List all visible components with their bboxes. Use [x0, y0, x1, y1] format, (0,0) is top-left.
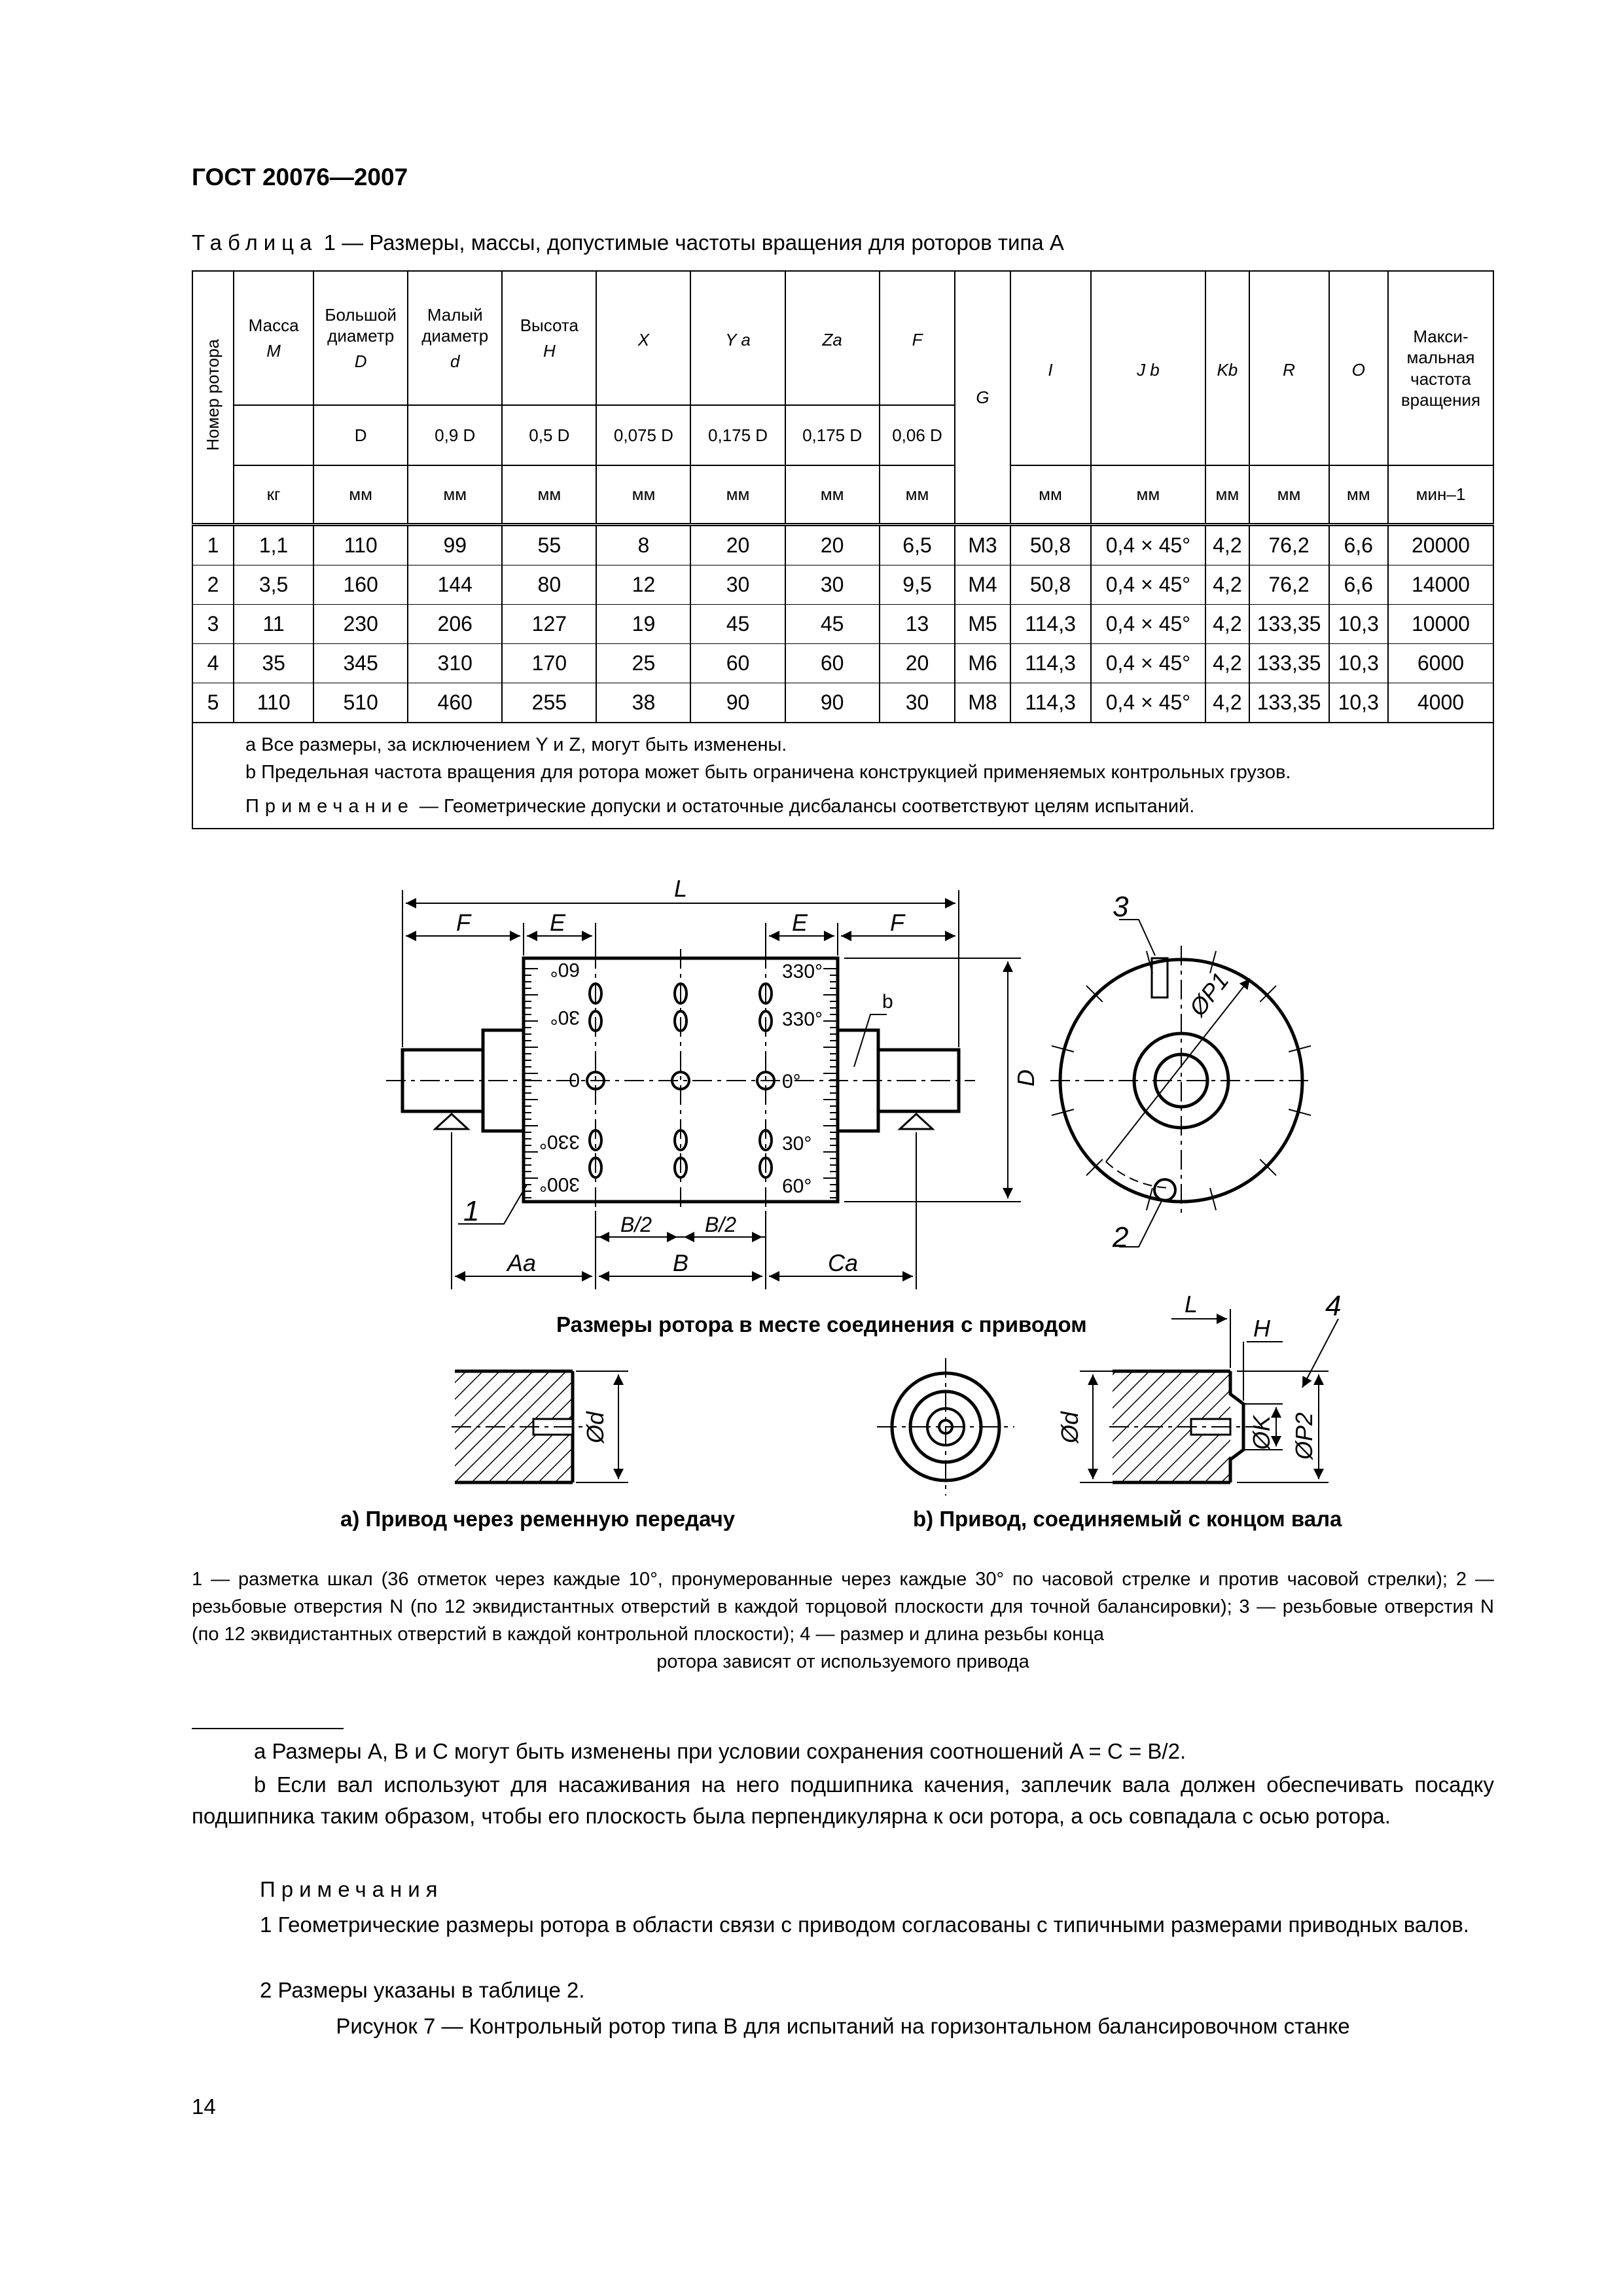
table-cell: 90 — [690, 683, 785, 723]
page-number: 14 — [192, 2094, 216, 2119]
table-note-a: a Все размеры, за исключением Y и Z, могут быть изменены. — [245, 734, 787, 755]
connection-views — [452, 1309, 1338, 1496]
note-2: 2 Размеры указаны в таблице 2. — [260, 1978, 585, 2002]
legend-last: ротора зависят от используемого привода — [656, 1651, 1029, 1673]
col-unit: мм — [880, 465, 955, 524]
table-cell: 3 — [192, 604, 234, 643]
table-cell: 2 — [192, 565, 234, 604]
table-cell: 60 — [785, 643, 880, 683]
callout-4: 4 — [1325, 1290, 1342, 1322]
table-cell: 76,2 — [1249, 524, 1329, 565]
col-header: I — [1010, 271, 1091, 465]
table-cell: 20 — [690, 524, 785, 565]
col-header: Высота H — [502, 271, 596, 405]
table-cell: 1,1 — [234, 524, 313, 565]
table-cell: 25 — [596, 643, 690, 683]
table-cell: 4,2 — [1205, 683, 1249, 723]
col-unit: мм — [313, 465, 408, 524]
table-cell: 4,2 — [1205, 643, 1249, 683]
table-cell: 10,3 — [1329, 604, 1388, 643]
scale-label-right: 0° — [782, 1071, 801, 1092]
table-cell: 99 — [408, 524, 502, 565]
rotor-figure — [0, 870, 1623, 1512]
table-cell: 55 — [502, 524, 596, 565]
notes-label: Примечания — [260, 1877, 444, 1901]
table-cell: 114,3 — [1010, 604, 1091, 643]
table-row — [192, 604, 1493, 643]
rotor-end-view — [1050, 920, 1312, 1247]
table-cell: 14000 — [1388, 565, 1493, 604]
table-cell: 460 — [408, 683, 502, 723]
table-note-b: b Предельная частота вращения для ротора может быть ограничена конструкцией применяемых контрольных грузов. — [245, 761, 1291, 783]
col-unit: мм — [502, 465, 596, 524]
dim-H: H — [1253, 1315, 1270, 1342]
table-cell: 3,5 — [234, 565, 313, 604]
callout-2: 2 — [1113, 1221, 1129, 1253]
col-header: Kb — [1205, 271, 1249, 465]
table-cell: 5 — [192, 683, 234, 723]
col-header: Большой диаметр D — [313, 271, 408, 405]
table-cell: 1 — [192, 524, 234, 565]
table-cell: 20 — [785, 524, 880, 565]
dim-B2-left: B/2 — [620, 1213, 652, 1236]
table-cell: 20 — [880, 643, 955, 683]
table-cell: 0,4 × 45° — [1091, 604, 1206, 643]
col-rel: D — [313, 405, 408, 465]
table-cell: 230 — [313, 604, 408, 643]
dim-F-left: F — [456, 909, 471, 936]
dim-E-left: E — [550, 909, 566, 936]
table-cell: 13 — [880, 604, 955, 643]
dim-P2: ØP2 — [1291, 1412, 1317, 1460]
table-row — [192, 683, 1493, 723]
table-cell: 4,2 — [1205, 524, 1249, 565]
col-unit: мм — [1329, 465, 1388, 524]
col-rel: 0,06 D — [880, 405, 955, 465]
table-cell: 8 — [596, 524, 690, 565]
scale-label-right: 60° — [782, 1175, 812, 1197]
footnote-b: b Если вал используют для насаживания на него подшипника качения, заплечик вала должен обеспечивать посадку подшипника таким образом, чтобы его плоскость была перпендикулярна к оси ротора, а ось совпадала с осью ротора. — [192, 1772, 1494, 1828]
table-cell: 60 — [690, 643, 785, 683]
table-cell: 133,35 — [1249, 683, 1329, 723]
table-caption — [192, 230, 1064, 255]
scale-label-right: 330° — [782, 1009, 823, 1030]
scale-label-left: 330° — [539, 1131, 580, 1153]
table-cell: 6,6 — [1329, 565, 1388, 604]
col-rel: 0,175 D — [690, 405, 785, 465]
end-view-labels — [1112, 891, 1234, 1253]
table-cell: 80 — [502, 565, 596, 604]
col-rel: 0,075 D — [596, 405, 690, 465]
col-header: J b — [1091, 271, 1206, 465]
table-cell: 0,4 × 45° — [1091, 643, 1206, 683]
dim-B2-right: B/2 — [705, 1213, 737, 1236]
col-header: Масса M — [234, 271, 313, 405]
document-header: ГОСТ 20076—2007 — [192, 164, 408, 190]
dim-C: Ca — [828, 1249, 859, 1276]
table-cell: 9,5 — [880, 565, 955, 604]
dim-L: L — [674, 875, 688, 902]
col-header: R — [1249, 271, 1329, 465]
table-cell: M3 — [955, 524, 1010, 565]
dim-F-right: F — [890, 909, 904, 936]
table-cell: 4,2 — [1205, 565, 1249, 604]
dim-d-b: Ød — [1056, 1411, 1083, 1443]
scale-label-right: 330° — [782, 961, 823, 982]
footnote-divider — [192, 1728, 344, 1729]
rotor-no-header: Номер ротора — [203, 338, 223, 451]
table-cell: 133,35 — [1249, 604, 1329, 643]
scale-label-left: 60° — [550, 959, 580, 980]
table-primechanie: Примечание — Геометрические допуски и остаточные дисбалансы соответствуют целям испытаний. — [245, 795, 1195, 817]
col-unit: мм — [1091, 465, 1206, 524]
caption-a: а) Привод через ременную передачу — [340, 1507, 736, 1531]
table-cell: 4000 — [1388, 683, 1493, 723]
col-unit: мм — [1205, 465, 1249, 524]
dim-E-right: E — [792, 909, 808, 936]
table-cell: M4 — [955, 565, 1010, 604]
caption-b: b) Привод, соединяемый с концом вала — [913, 1507, 1342, 1531]
legend-main: 1 — разметка шкал (36 отметок через каждые 10°, пронумерованные через каждые 30° по часовой стрелке и против часовой стрелки); 2 — резьбовые отверстия N (по 12 эквидистантных отверстий в каждой торцовой плоскости для точной балансировки); 3 — резьбовые отверстия N (по 12 эквидистантных отверстий в каждой контрольной плоскости); 4 — размер и длина резьбы конца — [192, 1569, 1494, 1645]
callout-1: 1 — [463, 1195, 480, 1227]
table-notes — [192, 723, 1493, 829]
table-cell: 6,5 — [880, 524, 955, 565]
table-cell: 38 — [596, 683, 690, 723]
rotor-side-view — [386, 890, 1021, 1289]
dim-P1: ØP1 — [1183, 967, 1234, 1021]
table-cell: 45 — [690, 604, 785, 643]
connection-title: Размеры ротора в месте соединения с приводом — [556, 1312, 1087, 1336]
col-unit: кг — [234, 465, 313, 524]
table-cell: 144 — [408, 565, 502, 604]
table-cell: 6,6 — [1329, 524, 1388, 565]
table-cell: 114,3 — [1010, 683, 1091, 723]
col-rel: 0,5 D — [502, 405, 596, 465]
figure-legend — [192, 1566, 1494, 1676]
table-cell: M8 — [955, 683, 1010, 723]
table-cell: M6 — [955, 643, 1010, 683]
table-cell: 127 — [502, 604, 596, 643]
table-cell: 170 — [502, 643, 596, 683]
col-rel: 0,175 D — [785, 405, 880, 465]
col-unit: мин–1 — [1388, 465, 1493, 524]
table-cell: 0,4 × 45° — [1091, 565, 1206, 604]
dim-K: ØK — [1248, 1415, 1275, 1450]
table-cell: 110 — [234, 683, 313, 723]
table-row — [192, 565, 1493, 604]
table-cell: 255 — [502, 683, 596, 723]
label-b: b — [882, 991, 893, 1013]
dim-D: D — [1012, 1069, 1039, 1086]
table-cell: 0,4 × 45° — [1091, 524, 1206, 565]
col-unit: мм — [1010, 465, 1091, 524]
col-unit: мм — [785, 465, 880, 524]
scale-label-left: 0 — [569, 1069, 580, 1090]
table-cell: 345 — [313, 643, 408, 683]
table-cell: 114,3 — [1010, 643, 1091, 683]
table-cell: 76,2 — [1249, 565, 1329, 604]
table-cell: 45 — [785, 604, 880, 643]
col-header: X — [596, 271, 690, 405]
table-cell: 50,8 — [1010, 524, 1091, 565]
side-view-labels — [456, 875, 1039, 1276]
table-cell: 0,4 × 45° — [1091, 683, 1206, 723]
col-unit: мм — [690, 465, 785, 524]
table-cell: M5 — [955, 604, 1010, 643]
scale-label-left: 300° — [539, 1174, 580, 1195]
col-header-G: G — [955, 271, 1010, 524]
col-header: Za — [785, 271, 880, 405]
table-cell: 206 — [408, 604, 502, 643]
col-rel: 0,9 D — [408, 405, 502, 465]
table-cell: 20000 — [1388, 524, 1493, 565]
table-cell: 35 — [234, 643, 313, 683]
table-caption-label: Таблица — [192, 230, 318, 255]
table-cell: 10000 — [1388, 604, 1493, 643]
scale-label-right: 30° — [782, 1133, 812, 1155]
table-cell: 19 — [596, 604, 690, 643]
table-cell: 30 — [690, 565, 785, 604]
dim-d-a: Ød — [582, 1411, 609, 1443]
col-header: Y a — [690, 271, 785, 405]
table-cell: 50,8 — [1010, 565, 1091, 604]
col-unit: мм — [408, 465, 502, 524]
callout-3: 3 — [1113, 891, 1129, 923]
note-1: 1 Геометрические размеры ротора в области связи с приводом согласованы с типичными размерами приводных валов. — [260, 1912, 1469, 1937]
figure-caption: Рисунок 7 — Контрольный ротор типа В для испытаний на горизонтальном балансировочном станке — [336, 2014, 1350, 2038]
col-header: Макси-мальная частота вращения — [1388, 271, 1493, 465]
table-cell: 6000 — [1388, 643, 1493, 683]
table-cell: 30 — [880, 683, 955, 723]
dim-A: Aa — [507, 1249, 537, 1276]
table-cell: 10,3 — [1329, 643, 1388, 683]
col-header: O — [1329, 271, 1388, 465]
table-cell: 12 — [596, 565, 690, 604]
col-unit: мм — [1249, 465, 1329, 524]
dim-B: B — [673, 1249, 689, 1276]
dim-L-small: L — [1185, 1291, 1198, 1318]
table-cell: 310 — [408, 643, 502, 683]
table-cell: 30 — [785, 565, 880, 604]
table-row — [192, 524, 1493, 565]
col-unit: мм — [596, 465, 690, 524]
scale-label-left: 30° — [550, 1007, 580, 1028]
table-cell: 10,3 — [1329, 683, 1388, 723]
col-header: F — [880, 271, 955, 405]
table-cell: 160 — [313, 565, 408, 604]
table-cell: 11 — [234, 604, 313, 643]
table-row — [192, 643, 1493, 683]
table-cell: 510 — [313, 683, 408, 723]
table-cell: 133,35 — [1249, 643, 1329, 683]
table-caption-text: 1 — Размеры, массы, допустимые частоты вращения для роторов типа А — [323, 230, 1064, 255]
col-header: Малый диаметр d — [408, 271, 502, 405]
table-cell: 4,2 — [1205, 604, 1249, 643]
table-cell: 90 — [785, 683, 880, 723]
table-cell: 4 — [192, 643, 234, 683]
rotor-table — [192, 270, 1494, 829]
footnote-a: a Размеры A, B и C могут быть изменены при условии сохранения соотношений A = C = B/2. — [254, 1739, 1186, 1763]
table-cell: 110 — [313, 524, 408, 565]
